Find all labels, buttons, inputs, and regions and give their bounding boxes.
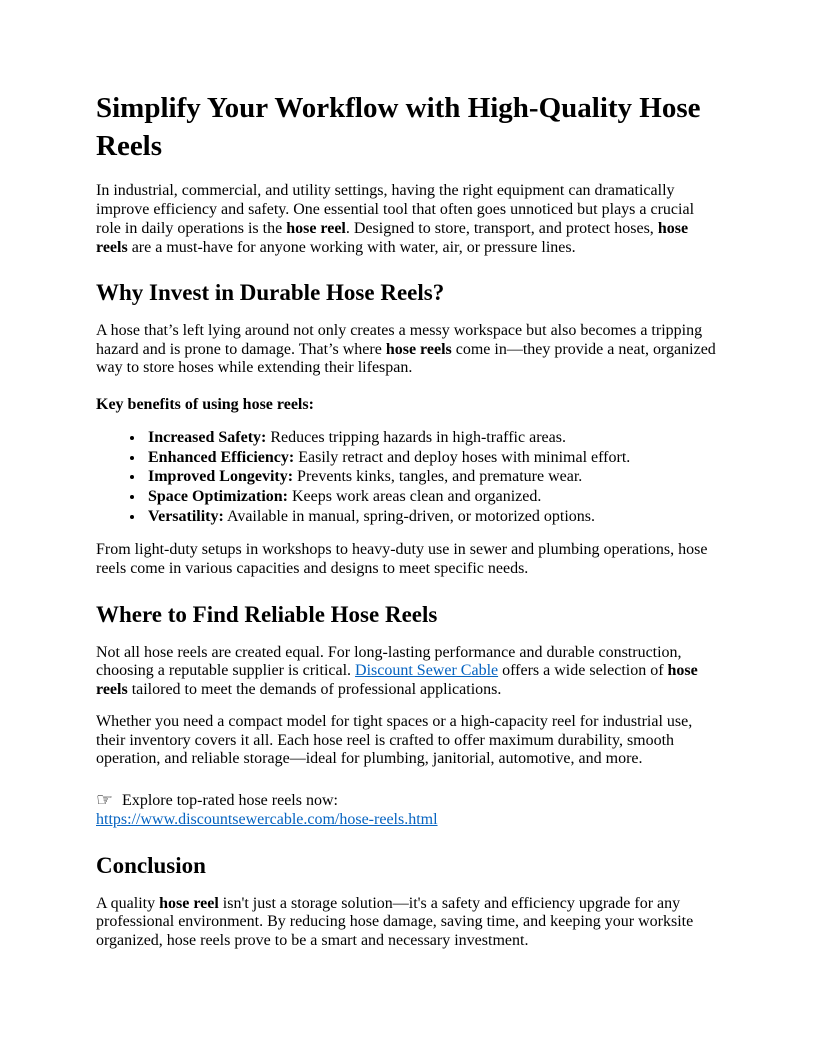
list-item bbox=[145, 508, 720, 527]
bold-text: Space Optimization: bbox=[148, 488, 288, 506]
text-run: isn't just a storage solution—it's a safety and efficiency upgrade for any professional environment. By reducing hose damage, saving time, and keeping your worksite organized, hose reels prove to be a smart and necessary investment. bbox=[96, 894, 694, 950]
text-run: A hose that’s left lying around not only creates a messy workspace but also becomes a tripping hazard and is prone to damage. That’s where bbox=[96, 322, 703, 358]
list-item bbox=[145, 449, 720, 468]
benefits-label: Key benefits of using hose reels: bbox=[96, 396, 314, 414]
text-run: Not all hose reels are created equal. For long-lasting performance and durable construction, choosing a reputable supplier is critical. bbox=[96, 643, 682, 680]
cta-url-link[interactable]: https://www.discountsewercable.com/hose-reels.html bbox=[96, 811, 438, 829]
text-run: Available in manual, spring-driven, or motorized options. bbox=[223, 507, 596, 525]
list-item bbox=[145, 468, 720, 487]
text-run: Easily retract and deploy hoses with minimal effort. bbox=[294, 448, 631, 466]
supplier-paragraph bbox=[96, 644, 720, 700]
text-run: A quality bbox=[96, 894, 160, 912]
bold-text: hose reels bbox=[96, 219, 689, 256]
heading-where-to-find: Where to Find Reliable Hose Reels bbox=[96, 601, 438, 627]
bold-text: Enhanced Efficiency: bbox=[148, 448, 295, 466]
pointing-hand-icon: ☞ bbox=[96, 788, 114, 811]
benefits-list bbox=[96, 429, 720, 527]
bold-text: Versatility: bbox=[148, 507, 224, 525]
capacity-paragraph bbox=[96, 541, 720, 578]
text-run: come in—they provide a neat, organized way to store hoses while extending their lifespan. bbox=[96, 340, 716, 377]
heading-conclusion: Conclusion bbox=[96, 852, 206, 878]
bold-text: Increased Safety: bbox=[148, 428, 267, 446]
text-run: Reduces tripping hazards in high-traffic areas. bbox=[266, 428, 566, 446]
bold-text: hose reel bbox=[159, 894, 219, 912]
text-run: are a must-have for anyone working with water, air, or pressure lines. bbox=[127, 238, 576, 256]
conclusion-paragraph bbox=[96, 895, 720, 951]
text-run: offers a wide selection of bbox=[498, 662, 668, 680]
text-run: Whether you need a compact model for tight spaces or a high-capacity reel for industrial use, their inventory covers it all. Each hose reel is crafted to offer maximum durability, smooth operation, and reliable storage—ideal for plumbing, janitorial, automotive, and more. bbox=[96, 712, 693, 768]
bold-text: hose reels bbox=[385, 340, 452, 358]
text-run: tailored to meet the demands of professional applications. bbox=[127, 681, 502, 699]
list-item bbox=[145, 429, 720, 448]
text-run: . Designed to store, transport, and protect hoses, bbox=[345, 219, 658, 237]
why-invest-paragraph bbox=[96, 322, 720, 378]
text-run: From light-duty setups in workshops to heavy-duty use in sewer and plumbing operations, hose reels come in various capacities and designs to meet specific needs. bbox=[96, 541, 708, 578]
bold-text: hose reel bbox=[286, 219, 346, 237]
text-run: Prevents kinks, tangles, and premature wear. bbox=[293, 468, 583, 486]
list-item bbox=[145, 488, 720, 507]
cta-line bbox=[96, 789, 720, 830]
bold-text: Improved Longevity: bbox=[148, 468, 294, 486]
heading-why-invest: Why Invest in Durable Hose Reels? bbox=[96, 280, 445, 306]
inventory-paragraph bbox=[96, 713, 720, 769]
cta-text: Explore top-rated hose reels now: bbox=[122, 791, 338, 809]
page-title: Simplify Your Workflow with High-Quality Hose Reels bbox=[96, 92, 701, 162]
intro-paragraph bbox=[96, 182, 720, 257]
inline-link[interactable]: Discount Sewer Cable bbox=[355, 662, 499, 680]
text-run: Keeps work areas clean and organized. bbox=[288, 488, 542, 506]
bold-text: hose reels bbox=[96, 662, 698, 699]
text-run: In industrial, commercial, and utility settings, having the right equipment can dramatically improve efficiency and safety. One essential tool that often goes unnoticed but plays a crucial role in daily operations is the bbox=[96, 182, 695, 237]
